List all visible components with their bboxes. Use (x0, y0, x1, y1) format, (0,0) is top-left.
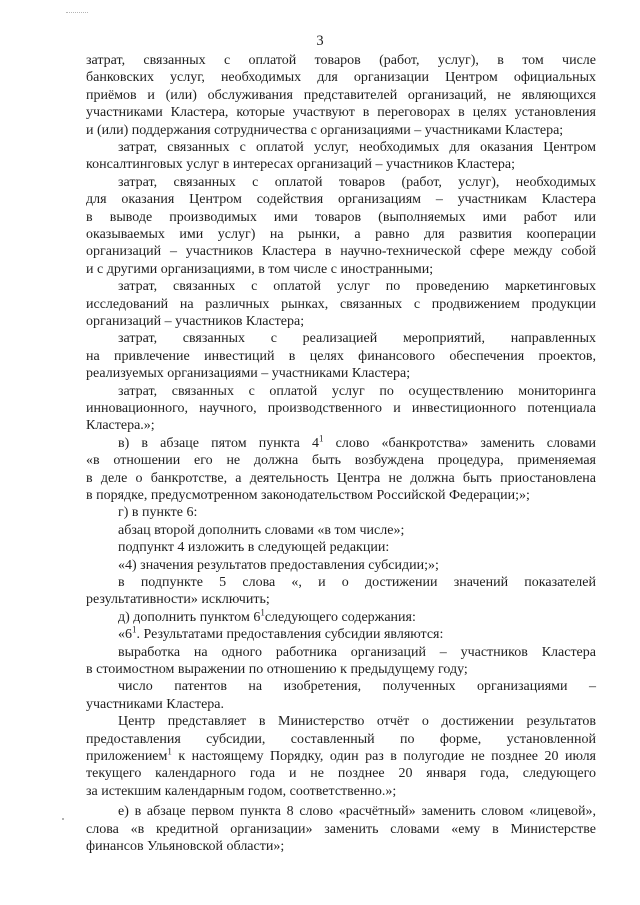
superscript: 1 (318, 433, 324, 444)
text-line (86, 104, 596, 121)
text-line-content: в деле о банкротстве, а деятельность Центра не должна быть приостановлена (86, 470, 596, 486)
text-line (118, 539, 596, 556)
text-line (118, 713, 596, 730)
text-line (118, 644, 596, 661)
text-line (86, 417, 596, 434)
text-line (86, 87, 596, 104)
text-line-content: организаций – участников Кластера в научно-технической сфере между собой (86, 244, 596, 260)
superscript: 1 (132, 624, 137, 635)
text-line (118, 803, 596, 820)
text-line-content: консалтинговых услуг в интересах организаций – участников Кластера; (86, 157, 515, 173)
text-line-content: Центр представляет в Министерство отчёт о достижении результатов (118, 714, 596, 730)
text-line (86, 209, 596, 226)
text-line-content: для оказания Центром содействия организациям – участникам Кластера (86, 192, 596, 208)
text-line-content: «6 (118, 627, 132, 643)
superscript: 1 (260, 607, 265, 618)
text-line (118, 139, 596, 156)
text-line-content: текущего календарного года и не позднее 20 января года, следующего (86, 766, 596, 782)
text-line-content: реализуемых организациями – участниками Кластера; (86, 366, 411, 382)
text-line (86, 365, 596, 382)
text-line-content: финансов Ульяновской области»; (86, 839, 285, 854)
text-line (118, 574, 596, 591)
text-line-content: затрат, связанных с оплатой услуг по проведению маркетинговых (118, 279, 596, 295)
text-line-content: участниками Кластера, которые участвуют в переговорах в целях установления (86, 105, 596, 121)
text-line (118, 435, 596, 452)
page-number: 3 (316, 33, 324, 49)
text-line-content: число патентов на изобретения, полученных организациями – (118, 679, 596, 695)
scan-artifact-dot (62, 818, 64, 820)
text-line-content: д) дополнить пунктом 6 (118, 609, 261, 625)
text-line (86, 452, 596, 469)
text-line-content: и (или) поддержания сотрудничества с организациями – участниками Кластера; (86, 122, 564, 138)
text-line (86, 661, 596, 678)
text-line-content: участниками Кластера. (86, 696, 225, 712)
text-line (118, 278, 596, 295)
text-line-content: в стоимостном выражении по отношению к предыдущему году; (86, 662, 468, 677)
text-line (86, 470, 596, 487)
text-line (86, 348, 596, 365)
text-line-content: организаций – участников Кластера; (86, 314, 305, 329)
text-line (86, 731, 596, 748)
text-line-content: г) в пункте 6: (118, 505, 198, 521)
text-line (118, 626, 596, 643)
text-line-content: выработка на одного работника организаций – участников Кластера (118, 644, 596, 660)
text-line (86, 156, 596, 173)
text-line-continuation: слово «банкротства» заменить словами (323, 435, 596, 451)
text-line (86, 296, 596, 313)
superscript: 1 (167, 746, 172, 757)
text-line-content: затрат, связанных с реализацией мероприятий, направленных (118, 331, 596, 347)
text-line-content: абзац второй дополнить словами «в том числе»; (118, 522, 405, 538)
text-line (86, 191, 596, 208)
text-line-content: затрат, связанных с оплатой услуг по осуществлению мониторинга (118, 383, 596, 399)
text-line-continuation: . Результатами предоставления субсидии являются: (136, 627, 444, 643)
text-line-continuation: к настоящему Порядку, один раз в полугодие не позднее 20 июля (171, 749, 596, 764)
text-line (118, 383, 596, 400)
text-line (86, 696, 596, 713)
text-line (118, 504, 596, 521)
text-line (86, 838, 596, 855)
text-line (86, 487, 596, 504)
text-line-content: в подпункте 5 слова «, и о достижении значений показателей (118, 575, 596, 590)
text-line (118, 678, 596, 695)
text-line-content: инновационного, научного, производственного и инвестиционного потенциала (86, 401, 596, 416)
text-line-content: результативности» исключить; (86, 592, 270, 608)
scan-artifact (66, 12, 88, 14)
text-line-content: за истекшим календарным годом, соответственно.»; (86, 783, 397, 799)
text-line-content: банковских услуг, необходимых для организации Центром официальных (86, 70, 596, 86)
text-line-content: приёмов и (или) обслуживания представителей организаций, не являющихся (86, 87, 596, 103)
text-line-content: в) в абзаце пятом пункта 4 (118, 435, 319, 451)
text-line-content: затрат, связанных с оплатой товаров (работ, услуг), необходимых (118, 174, 596, 190)
text-line (86, 765, 596, 782)
text-line (118, 330, 596, 347)
text-line (118, 609, 596, 626)
text-line (86, 243, 596, 260)
text-line-content: в выводе производимых ими товаров (выполняемых ими работ или (86, 209, 596, 225)
text-line (86, 313, 596, 330)
text-line-content: затрат, связанных с оплатой услуг, необходимых для оказания Центром (118, 140, 596, 155)
text-line (86, 261, 596, 278)
text-line-content: «в отношении его не должна быть возбуждена процедура, применяемая (86, 453, 596, 469)
text-line-content: «4) значения результатов предоставления субсидии;»; (118, 557, 439, 573)
text-line-content: в порядке, предусмотренном законодательством Российской Федерации;»; (86, 488, 530, 503)
text-line (86, 226, 596, 243)
text-line (86, 400, 596, 417)
text-line-continuation: следующего содержания: (264, 609, 416, 625)
text-line-content: на привлечение инвестиций в целях финансового обеспечения проектов, (86, 348, 596, 364)
text-line-content: Кластера.»; (86, 418, 155, 434)
text-line-content: приложением (86, 749, 168, 764)
text-line (86, 748, 596, 765)
text-line (86, 821, 596, 838)
text-line-content: затрат, связанных с оплатой товаров (работ, услуг), в том числе (86, 53, 596, 68)
text-line (86, 52, 596, 69)
text-line (118, 557, 596, 574)
text-line-content: подпункт 4 изложить в следующей редакции: (118, 540, 390, 556)
text-line-content: предоставления субсидии, составленный по форме, установленной (86, 731, 596, 747)
text-line-content: исследований на различных рынках, связанных с продвижением продукции (86, 296, 596, 312)
text-line-content: и с другими организациями, в том числе с иностранными; (86, 261, 434, 277)
text-line (86, 69, 596, 86)
text-line-content: е) в абзаце первом пункта 8 слово «расчётный» заменить словом «лицевой», (118, 804, 596, 820)
text-line (118, 522, 596, 539)
text-line (118, 174, 596, 191)
text-line (86, 591, 596, 608)
text-line (86, 122, 596, 139)
text-line-content: слова «в кредитной организации» заменить словами «ему в Министерстве (86, 821, 596, 837)
text-line (86, 783, 596, 800)
text-line-content: оказываемых ими услуг) на рынки, а равно для развития кооперации (86, 227, 596, 242)
